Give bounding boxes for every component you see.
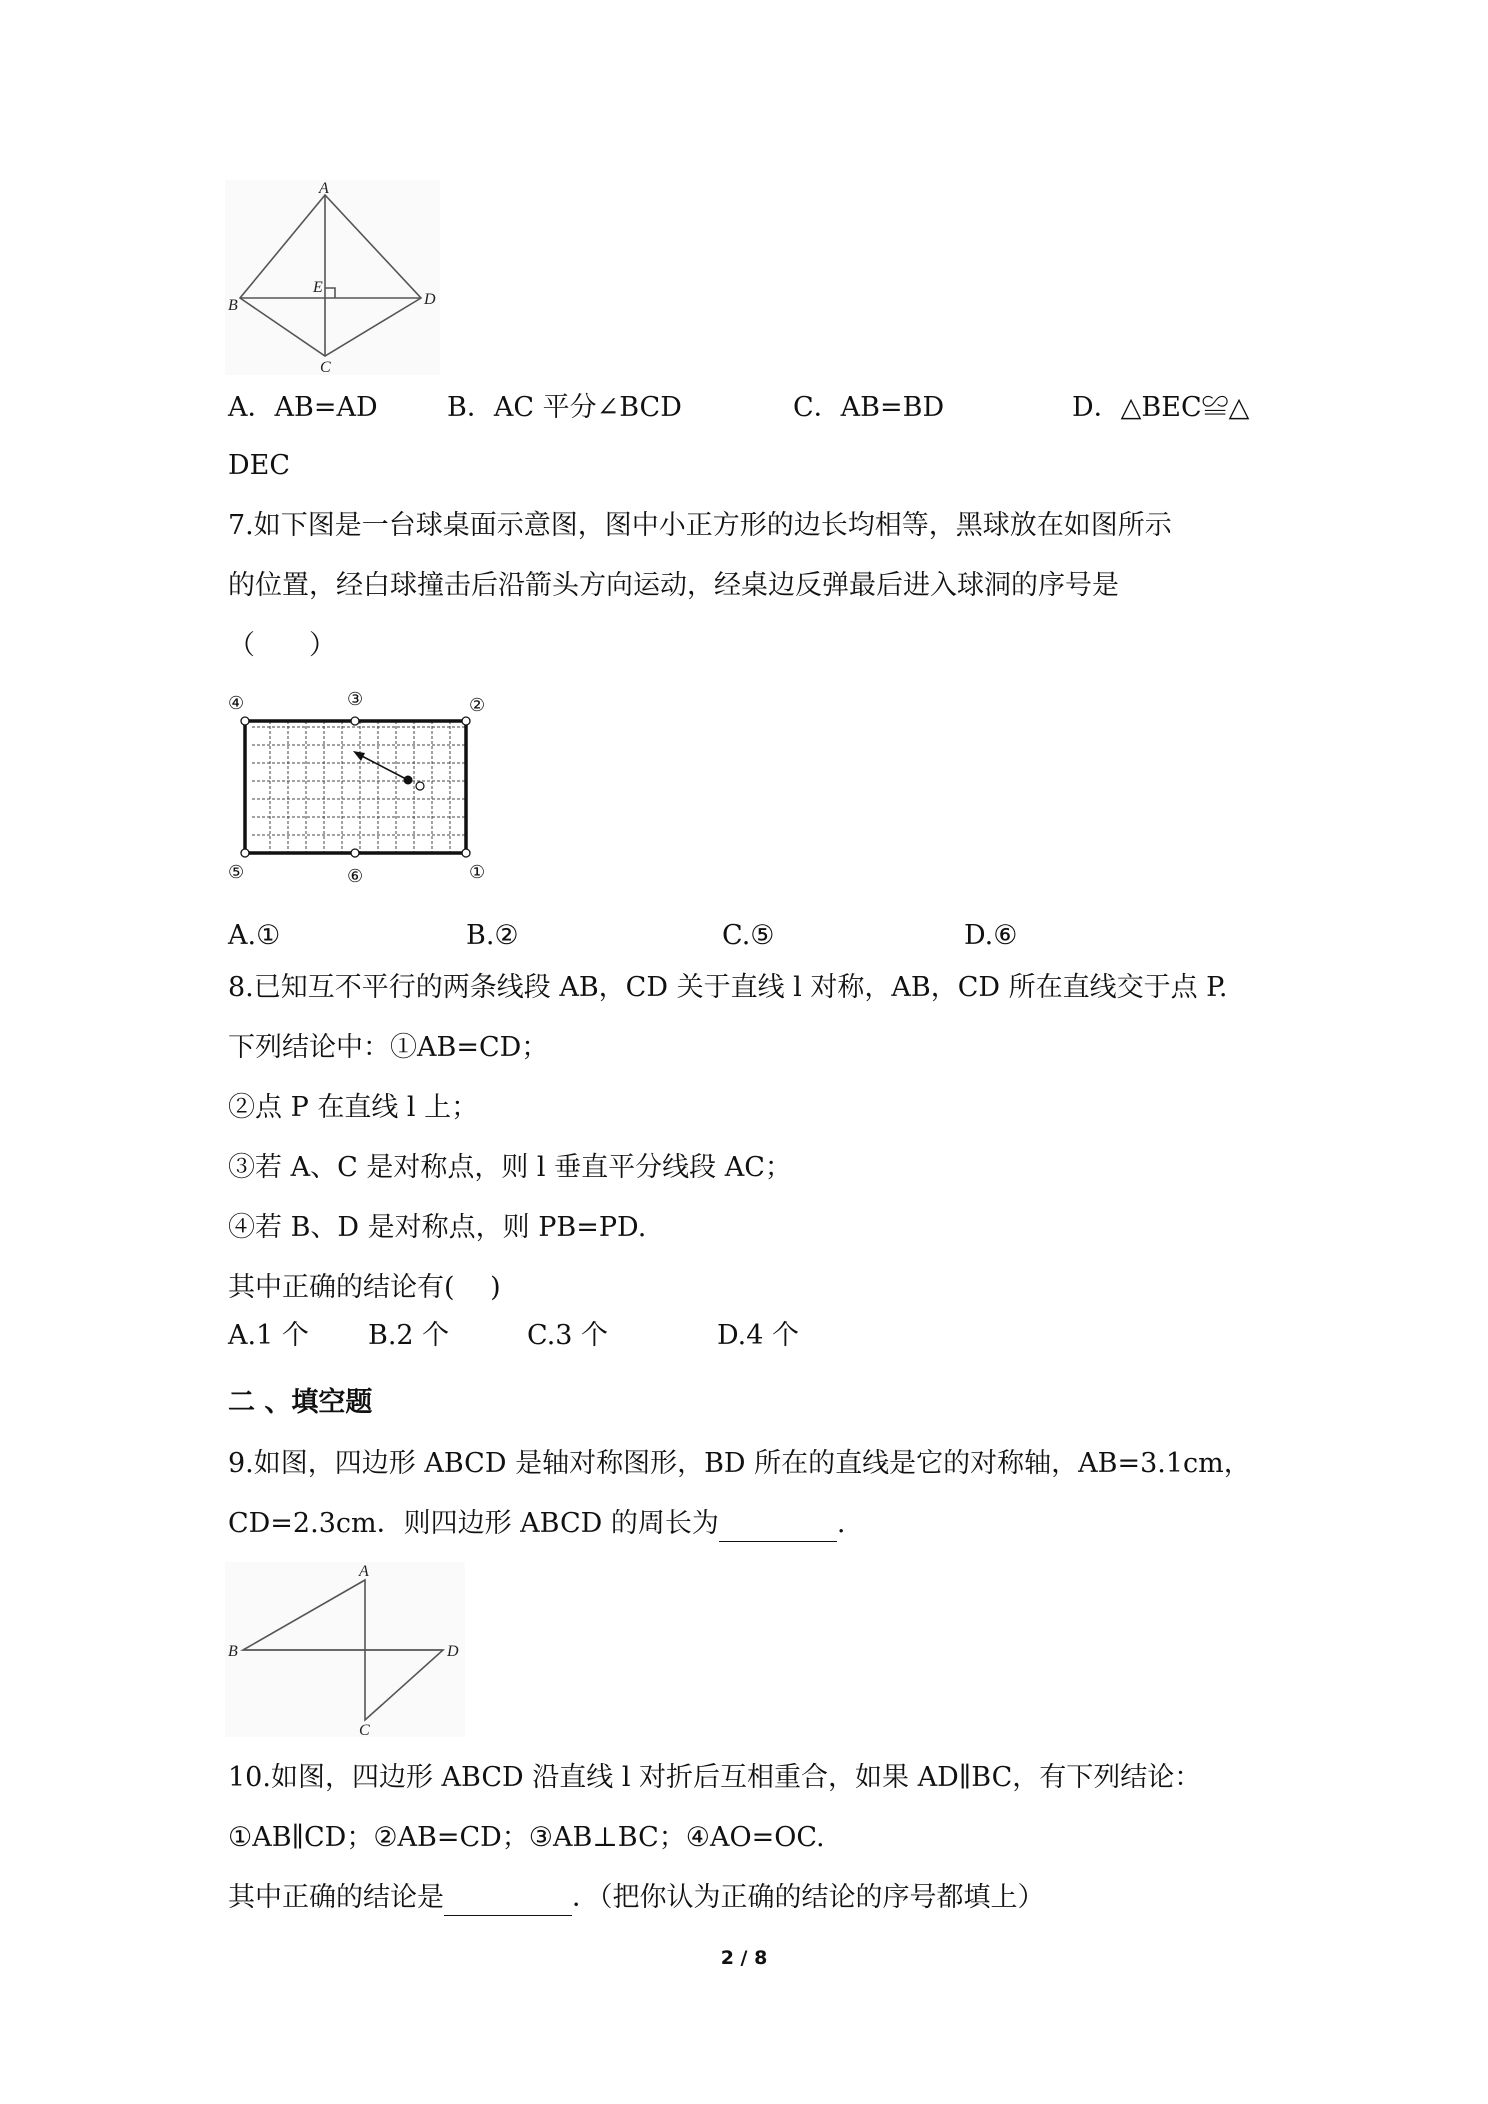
q10-line-2: ①AB∥CD；②AB=CD；③AB⊥BC；④AO=OC. (228, 1822, 825, 1853)
q10-line-3-text: 其中正确的结论是 (228, 1882, 444, 1913)
q7-pocket-4: ④ (228, 693, 245, 714)
q8-option-c: C.3 个 (527, 1320, 609, 1351)
q8-line-1: 8.已知互不平行的两条线段 AB，CD 关于直线 l 对称，AB，CD 所在直线交于点 P. (228, 972, 1228, 1003)
q10-line-3-end: ．（把你认为正确的结论的序号都填上） (572, 1882, 1045, 1913)
q9-figure (225, 1562, 465, 1737)
q8-line-6: 其中正确的结论有( ) (228, 1272, 501, 1303)
q7-billiard-figure (225, 685, 490, 895)
q6-option-a: A．AB=AD (228, 392, 378, 423)
q6-label-a: A (319, 180, 329, 197)
q7-line-1: 7.如下图是一台球桌面示意图，图中小正方形的边长均相等，黑球放在如图所示 (228, 510, 1172, 541)
q6-option-c: C．AB=BD (793, 392, 945, 423)
q6-option-b: B．AC 平分∠BCD (447, 392, 682, 423)
q8-line-2: 下列结论中：①AB=CD； (228, 1032, 549, 1063)
q7-pocket-2: ② (469, 695, 486, 716)
q9-label-a: A (359, 1563, 369, 1580)
q8-line-5: ④若 B、D 是对称点，则 PB=PD. (228, 1212, 647, 1243)
q9-line-2-end: . (836, 1508, 846, 1539)
q7-option-b: B.② (466, 920, 519, 951)
q7-option-a: A.① (228, 920, 281, 951)
q10-line-3 (228, 1880, 1045, 1916)
q7-option-c: C.⑤ (722, 920, 775, 951)
q8-line-4: ③若 A、C 是对称点，则 l 垂直平分线段 AC； (228, 1152, 792, 1183)
page-number: 2 / 8 (720, 1947, 768, 1969)
q10-answer-blank[interactable] (444, 1887, 572, 1916)
q8-option-d: D.4 个 (717, 1320, 800, 1351)
q6-label-e: E (313, 279, 323, 296)
q9-line-1: 9.如图，四边形 ABCD 是轴对称图形，BD 所在的直线是它的对称轴，AB=3.1cm， (228, 1448, 1251, 1479)
q8-option-b: B.2 个 (368, 1320, 450, 1351)
q9-answer-blank[interactable] (719, 1513, 837, 1542)
q6-label-d: D (424, 291, 436, 308)
q6-option-d-wrap: DEC (228, 450, 291, 481)
q6-figure (225, 180, 440, 375)
q7-pocket-5: ⑤ (228, 862, 245, 883)
q6-label-c: C (320, 359, 331, 375)
q7-pocket-1: ① (469, 862, 486, 883)
q7-pocket-3: ③ (347, 689, 364, 710)
q8-option-a: A.1 个 (228, 1320, 309, 1351)
q7-line-2: 的位置，经白球撞击后沿箭头方向运动，经桌边反弹最后进入球洞的序号是 (228, 570, 1119, 601)
q9-label-b: B (228, 1643, 238, 1660)
q9-label-d: D (447, 1643, 459, 1660)
section-title-fill-in: 二 、填空题 (228, 1387, 373, 1418)
q9-line-2 (228, 1506, 846, 1542)
q6-option-d: D．△BEC≌△ (1072, 392, 1250, 423)
q9-line-2-text: CD=2.3cm．则四边形 ABCD 的周长为 (228, 1508, 719, 1539)
q9-label-c: C (359, 1722, 370, 1737)
q7-option-d: D.⑥ (964, 920, 1018, 951)
q7-paren: （ ） (228, 630, 336, 661)
q10-line-1: 10.如图，四边形 ABCD 沿直线 l 对折后互相重合，如果 AD∥BC，有下列结论： (228, 1762, 1202, 1793)
q8-line-3: ②点 P 在直线 l 上； (228, 1092, 479, 1123)
q7-pocket-6: ⑥ (347, 866, 364, 887)
q6-label-b: B (228, 297, 238, 314)
